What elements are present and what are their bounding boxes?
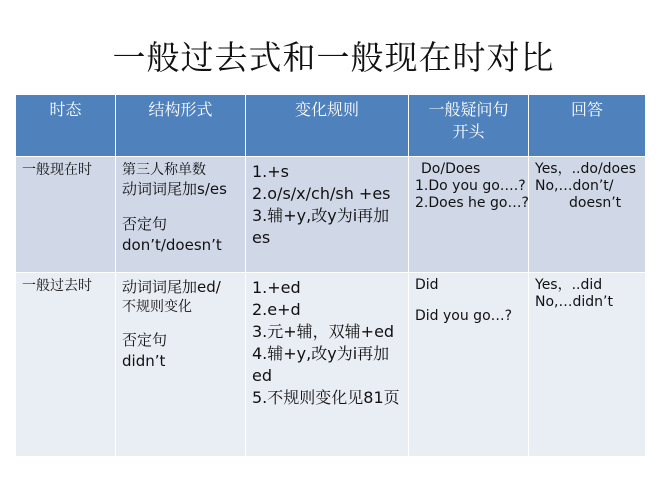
question-line: 1.Do you go….? — [415, 178, 526, 194]
slide-title: 一般过去式和一般现在时对比 — [112, 38, 555, 77]
structure-cell — [116, 157, 246, 273]
comparison-table — [15, 94, 646, 457]
rules-cell — [246, 273, 409, 457]
rule-item: 1.+ed — [252, 278, 301, 297]
rule-item: 1.+s — [252, 162, 290, 181]
rule-item: 5.不规则变化见81页 — [252, 388, 400, 407]
answer-line: No,…didn’t — [535, 294, 613, 310]
question-line: Did you go…? — [415, 308, 513, 324]
answer-line: Yes，..do/does — [535, 161, 637, 177]
question-cell — [409, 157, 529, 273]
structure-line: 第三人称单数 — [122, 162, 206, 178]
header-question: 一般疑问句 开头 — [409, 95, 529, 157]
rule-item: 2.o/s/x/ch/sh +es — [252, 184, 391, 203]
answer-line: doesn’t — [569, 195, 622, 211]
answer-cell — [529, 273, 646, 457]
negative-label: 否定句 — [122, 331, 168, 349]
structure-line: 动词词尾加s/es — [122, 180, 227, 198]
table-row — [16, 273, 646, 457]
question-line: Did — [415, 277, 439, 293]
rule-item: 3.辅+y,改y为i再加es — [252, 206, 390, 247]
table-row — [16, 157, 646, 273]
tense-cell — [16, 157, 116, 273]
question-line: Do/Does — [421, 161, 481, 177]
answer-cell — [529, 157, 646, 273]
rule-item: 2.e+d — [252, 300, 301, 319]
header-structure: 结构形式 — [116, 95, 246, 157]
rule-item: 3.元+辅，双辅+ed — [252, 322, 395, 341]
header-rules: 变化规则 — [246, 95, 409, 157]
tense-cell — [16, 273, 116, 457]
negative-form: didn’t — [122, 352, 166, 370]
structure-line: 不规则变化 — [122, 299, 192, 315]
table-header-row — [16, 95, 646, 157]
tense-label: 一般现在时 — [22, 162, 92, 178]
structure-cell — [116, 273, 246, 457]
tense-label: 一般过去时 — [22, 278, 92, 294]
negative-form: don’t/doesn’t — [122, 236, 222, 254]
question-line: 2.Does he go…? — [415, 195, 529, 211]
question-cell — [409, 273, 529, 457]
structure-line: 动词词尾加ed/ — [122, 278, 221, 296]
header-tense: 时态 — [16, 95, 116, 157]
answer-line: No,…don’t/ — [535, 178, 614, 194]
rule-item: 4.辅+y,改y为i再加ed — [252, 344, 390, 385]
rules-cell — [246, 157, 409, 273]
answer-line: Yes，..did — [535, 277, 603, 293]
negative-label: 否定句 — [122, 215, 168, 233]
header-answer: 回答 — [529, 95, 646, 157]
